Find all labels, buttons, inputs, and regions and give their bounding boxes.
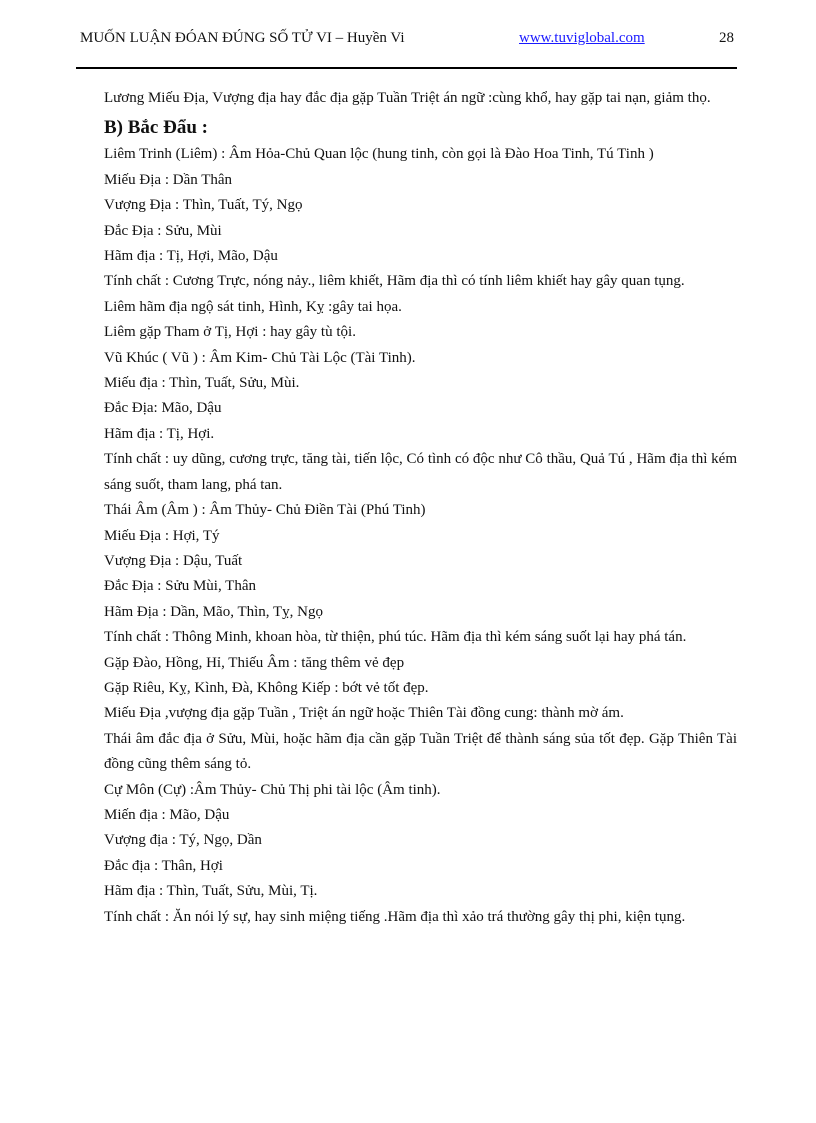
section-heading: B) Bắc Đẩu : [104, 117, 208, 139]
text-line: Đắc Địa : Sửu Mùi, Thân [104, 578, 256, 595]
text-line: Miếu địa : Thìn, Tuất, Sửu, Mùi. [104, 375, 300, 392]
text-line: Liêm gặp Tham ở Tị, Hợi : hay gây tù tội. [104, 324, 356, 341]
document-title: MUỐN LUẬN ĐÓAN ĐÚNG SỐ TỬ VI – Huyền Vi [80, 30, 405, 46]
text-line: Gặp Riêu, Kỵ, Kình, Đà, Không Kiếp : bớt vẻ tốt đẹp. [104, 679, 429, 696]
text-line: Thái Âm (Âm ) : Âm Thủy- Chủ Điền Tài (Phú Tinh) [104, 502, 426, 519]
intro-paragraph: Lương Miếu Địa, Vượng địa hay đắc địa gặp Tuần Triệt án ngữ :cùng khổ, hay gặp tai nạn, giảm thọ. [104, 90, 711, 106]
header-divider [76, 67, 737, 69]
text-line: Vượng Địa : Thìn, Tuất, Tý, Ngọ [104, 197, 303, 214]
text-line: Miếu Địa : Dần Thân [104, 171, 233, 188]
document-body [104, 86, 737, 930]
text-line: Tính chất : Cương Trực, nóng nảy., liêm khiết, Hãm địa thì có tính liêm khiết hay gây quan tụng. [104, 273, 685, 290]
text-line: Hãm địa : Tị, Hợi, Mão, Dậu [104, 248, 278, 265]
text-line: Thái âm đắc địa ở Sửu, Mùi, hoặc hãm địa cần gặp Tuần Triệt để thành sáng sủa tốt đẹp. Gặp Thiên Tài đồng cũng thêm sáng tỏ. [104, 730, 737, 773]
text-line: Gặp Đào, Hồng, Hỉ, Thiếu Âm : tăng thêm vẻ đẹp [104, 654, 405, 671]
text-line: Đắc địa : Thân, Hợi [104, 857, 223, 874]
text-line: Hãm Địa : Dần, Mão, Thìn, Tỵ, Ngọ [104, 603, 324, 620]
content-lines [104, 142, 737, 930]
text-line: Cự Môn (Cự) :Âm Thủy- Chủ Thị phi tài lộc (Âm tinh). [104, 781, 441, 798]
text-line: Vũ Khúc ( Vũ ) : Âm Kim- Chủ Tài Lộc (Tài Tinh). [104, 349, 416, 366]
text-line: Đắc Địa : Sửu, Mùi [104, 222, 222, 239]
website-link[interactable]: www.tuviglobal.com [519, 30, 645, 46]
text-line: Tính chất : Ăn nói lý sự, hay sinh miệng tiếng .Hãm địa thì xảo trá thường gây thị phi, kiện tụng. [104, 908, 686, 925]
text-line: Miếu Địa : Hợi, Tý [104, 527, 220, 544]
text-line: Miến địa : Mão, Dậu [104, 806, 230, 823]
text-line: Liêm hãm địa ngộ sát tinh, Hình, Kỵ :gây tai họa. [104, 298, 402, 315]
text-line: Tính chất : uy dũng, cương trực, tăng tài, tiến lộc, Có tình có độc như Cô thầu, Quả Tú , Hãm địa thì kém sáng suốt, tham lang, phá tan. [104, 451, 737, 493]
text-line: Hãm địa : Tị, Hợi. [104, 425, 215, 442]
text-line: Vượng Địa : Dậu, Tuất [104, 552, 243, 569]
text-line: Vượng địa : Tý, Ngọ, Dần [104, 832, 262, 849]
text-line: Tính chất : Thông Minh, khoan hòa, từ thiện, phú túc. Hãm địa thì kém sáng suốt lại hay phá tán. [104, 629, 687, 646]
text-line: Đắc Địa: Mão, Dậu [104, 400, 222, 417]
text-line: Miếu Địa ,vượng địa gặp Tuần , Triệt án ngữ hoặc Thiên Tài đồng cung: thành mờ ám. [104, 705, 624, 722]
page-header [78, 28, 738, 52]
text-line: Liêm Trinh (Liêm) : Âm Hỏa-Chủ Quan lộc (hung tinh, còn gọi là Đào Hoa Tinh, Tú Tinh ) [104, 146, 654, 163]
page-number: 28 [719, 30, 734, 46]
text-line: Hãm địa : Thìn, Tuất, Sửu, Mùi, Tị. [104, 883, 318, 900]
